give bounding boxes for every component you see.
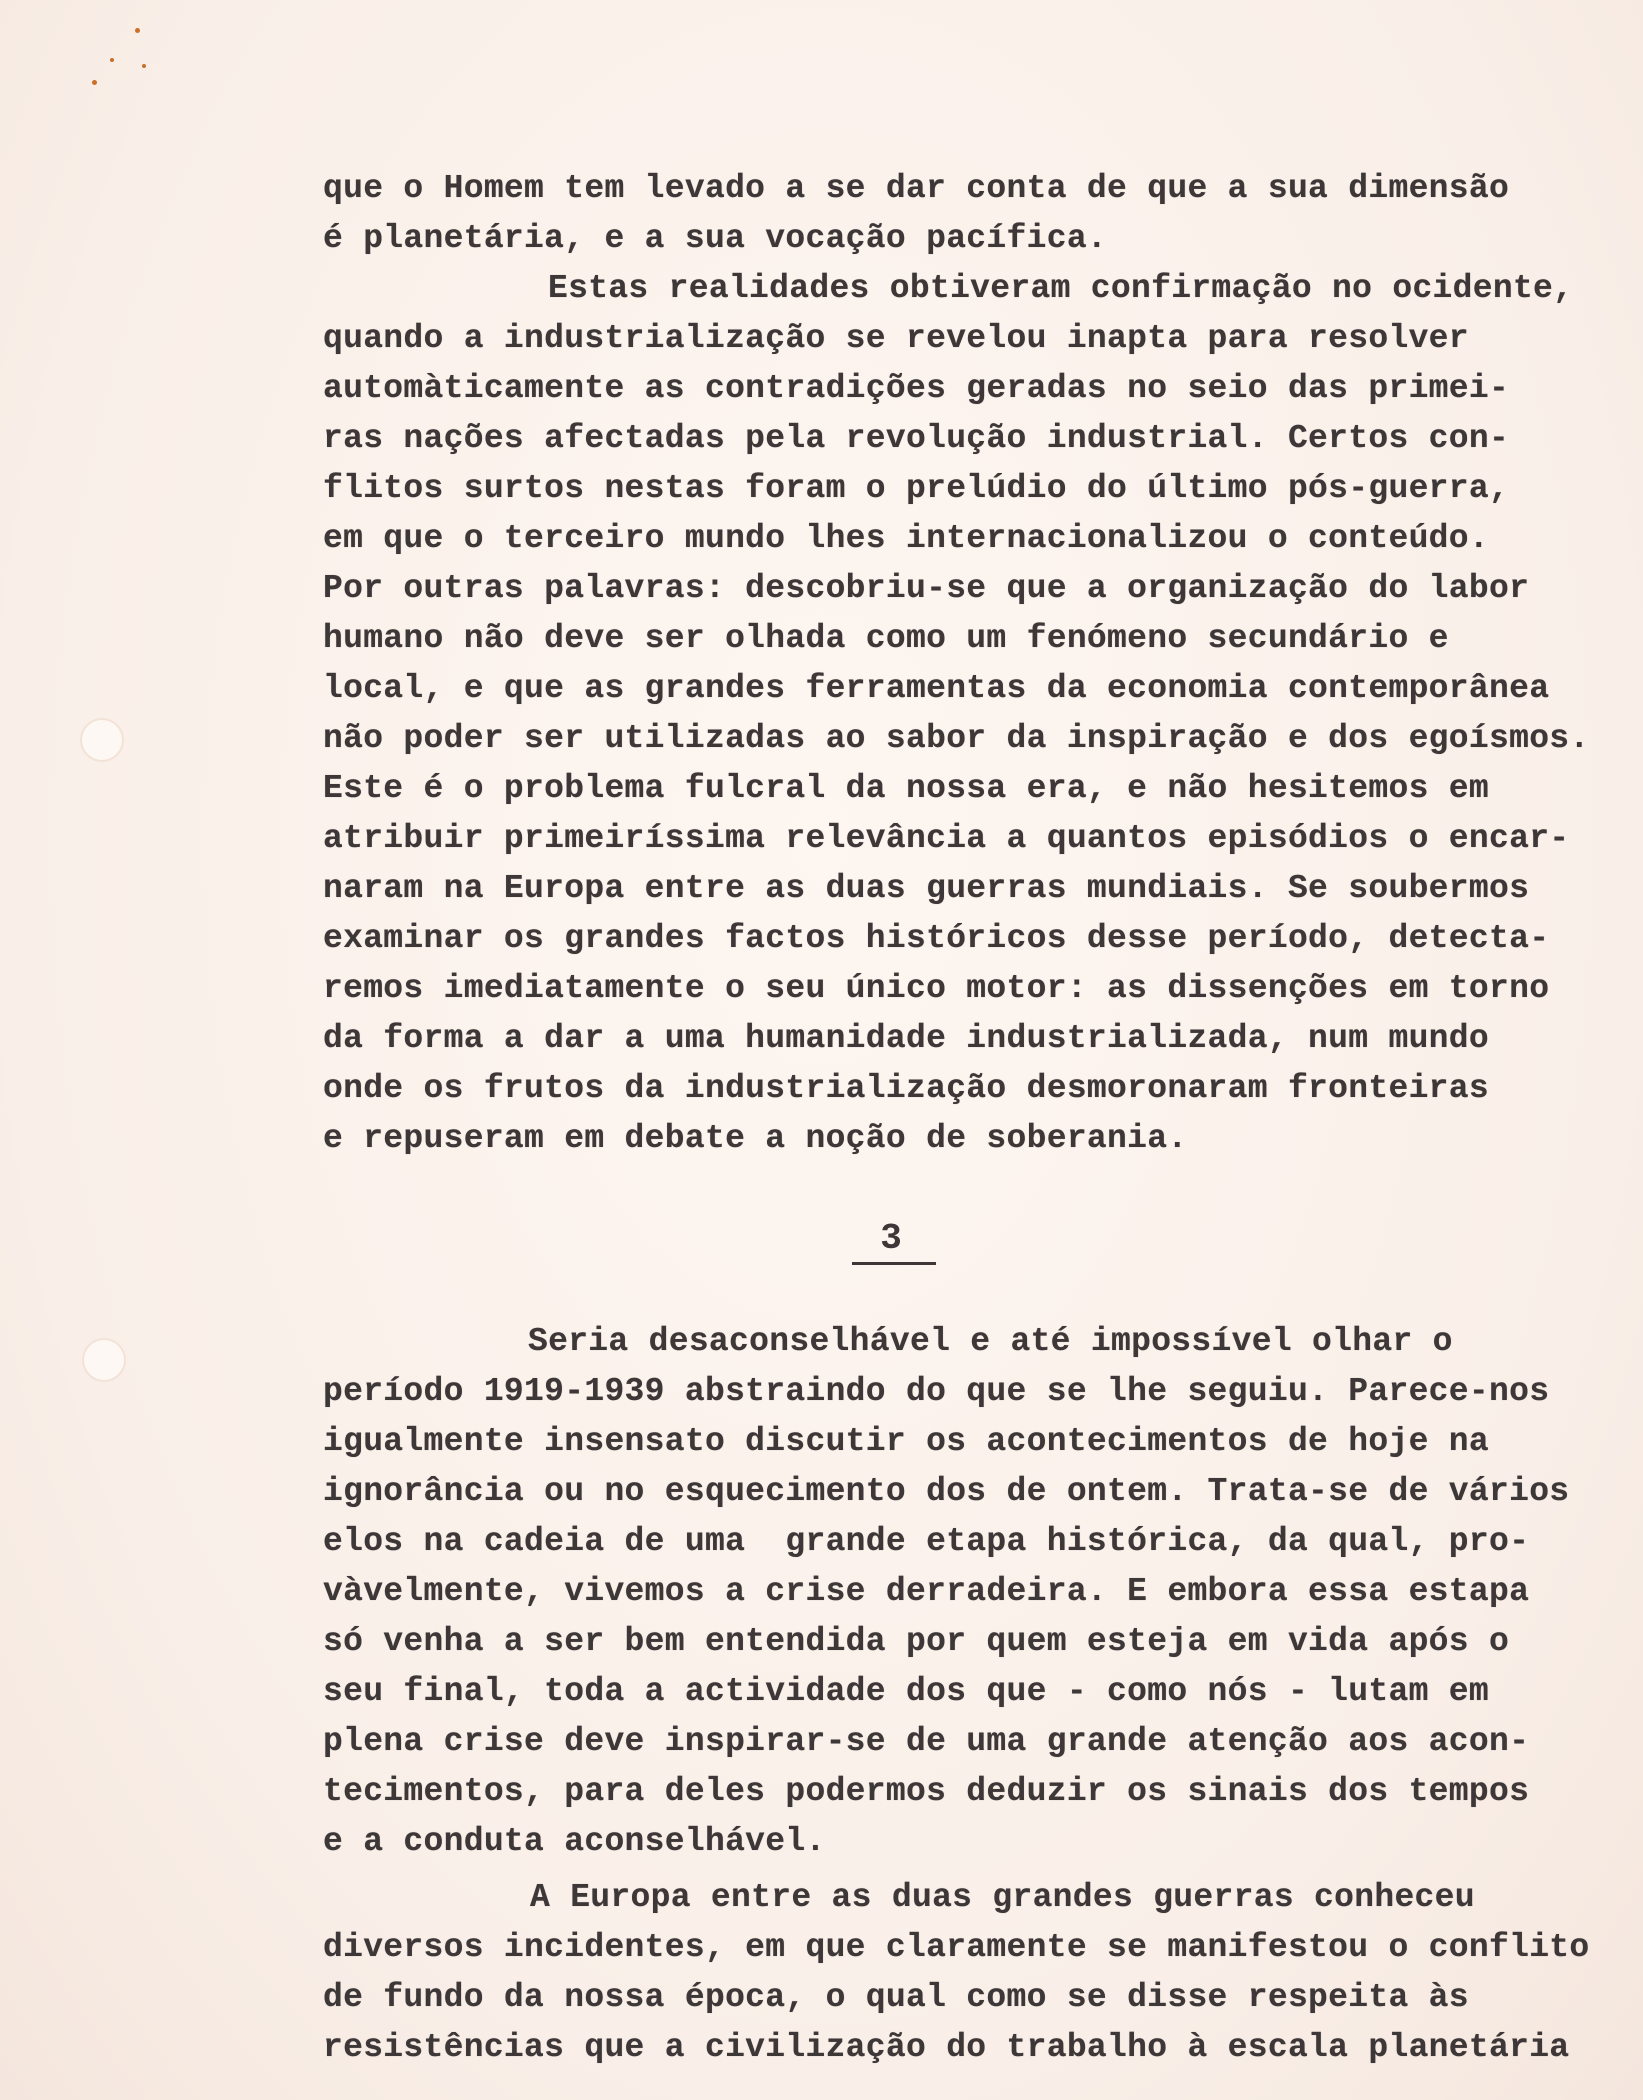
ink-spot — [135, 28, 140, 33]
section-underline — [852, 1262, 936, 1265]
text-line: diversos incidentes, em que claramente se manifestou o conflito — [323, 1929, 1590, 1966]
text-line: Estas realidades obtiveram confirmação no ocidente, — [548, 270, 1574, 307]
text-line: não poder ser utilizadas ao sabor da inspiração e dos egoísmos. — [323, 720, 1590, 757]
text-line: igualmente insensato discutir os acontecimentos de hoje na — [323, 1423, 1489, 1460]
text-line: flitos surtos nestas foram o prelúdio do último pós-guerra, — [323, 470, 1510, 507]
text-line: onde os frutos da industrialização desmoronaram fronteiras — [323, 1070, 1489, 1107]
text-line: vàvelmente, vivemos a crise derradeira. E embora essa estapa — [323, 1573, 1530, 1610]
text-line: quando a industrialização se revelou inapta para resolver — [323, 320, 1469, 357]
text-line: é planetária, e a sua vocação pacífica. — [323, 220, 1108, 257]
ink-spot — [110, 58, 114, 62]
text-line: examinar os grandes factos históricos desse período, detecta- — [323, 920, 1550, 957]
text-line: plena crise deve inspirar-se de uma grande atenção aos acon- — [323, 1723, 1530, 1760]
text-line: naram na Europa entre as duas guerras mundiais. Se soubermos — [323, 870, 1530, 907]
ink-spot — [92, 80, 97, 85]
text-line: humano não deve ser olhada como um fenómeno secundário e — [323, 620, 1449, 657]
text-line: só venha a ser bem entendida por quem esteja em vida após o — [323, 1623, 1510, 1660]
text-line: automàticamente as contradições geradas no seio das primei- — [323, 370, 1510, 407]
text-line: de fundo da nossa época, o qual como se disse respeita às — [323, 1979, 1469, 2016]
text-line: elos na cadeia de uma grande etapa histórica, da qual, pro- — [323, 1523, 1530, 1560]
ink-spot — [142, 64, 146, 68]
text-line: Este é o problema fulcral da nossa era, e não hesitemos em — [323, 770, 1489, 807]
text-line: A Europa entre as duas grandes guerras conheceu — [530, 1879, 1475, 1916]
text-line: e a conduta aconselhável. — [323, 1823, 826, 1860]
punch-hole-bottom — [82, 1338, 126, 1382]
text-line: ras nações afectadas pela revolução industrial. Certos con- — [323, 420, 1510, 457]
text-line: que o Homem tem levado a se dar conta de que a sua dimensão — [323, 170, 1510, 207]
text-line: resistências que a civilização do trabalho à escala planetária — [323, 2029, 1570, 2066]
text-line: em que o terceiro mundo lhes internacionalizou o conteúdo. — [323, 520, 1489, 557]
text-line: ignorância ou no esquecimento dos de ontem. Trata-se de vários — [323, 1473, 1570, 1510]
punch-hole-top — [80, 718, 124, 762]
text-line: seu final, toda a actividade dos que - como nós - lutam em — [323, 1673, 1489, 1710]
section-number: 3 — [880, 1218, 902, 1259]
text-line: período 1919-1939 abstraindo do que se lhe seguiu. Parece-nos — [323, 1373, 1550, 1410]
text-line: tecimentos, para deles podermos deduzir os sinais dos tempos — [323, 1773, 1530, 1810]
text-line: remos imediatamente o seu único motor: as dissenções em torno — [323, 970, 1550, 1007]
text-line: atribuir primeiríssima relevância a quantos episódios o encar- — [323, 820, 1570, 857]
text-line: local, e que as grandes ferramentas da economia contemporânea — [323, 670, 1550, 707]
text-line: Por outras palavras: descobriu-se que a organização do labor — [323, 570, 1530, 607]
text-line: Seria desaconselhável e até impossível olhar o — [528, 1323, 1453, 1360]
text-line: da forma a dar a uma humanidade industrializada, num mundo — [323, 1020, 1489, 1057]
text-line: e repuseram em debate a noção de soberania. — [323, 1120, 1188, 1157]
